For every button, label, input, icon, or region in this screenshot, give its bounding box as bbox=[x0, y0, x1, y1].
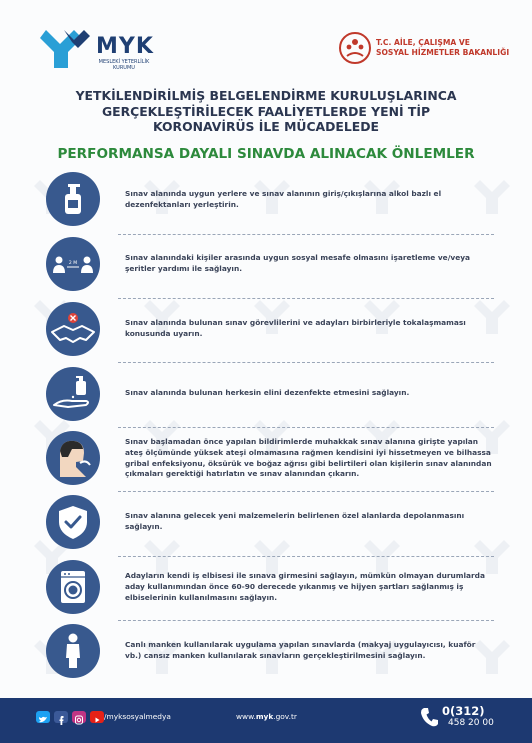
website-bold: myk bbox=[255, 712, 274, 721]
item-5-text: Sınav başlamadan önce yapılan bildirimlerde muhakkak sınav alanına girişte yapılan ateş ölçümünde yüksek ateşi olmamasına rağmen kendisini iyi hissetmeyen ve bilhassa gribal enfeksiyonu, öksürük ve boğaz ağrısı gibi belirtileri olan kişilerin sınav alanından çıkmaları gerektiği hatırlatın ve sınav alanından çıkarın. bbox=[125, 437, 492, 479]
title-line-3: KORONAVİRÜS İLE MÜCADELEDE bbox=[152, 119, 380, 134]
ministry-line-1: T.C. AİLE, ÇALIŞMA VE bbox=[376, 38, 470, 47]
social-handle[interactable]: /myksosyalmedya bbox=[104, 712, 171, 721]
website-prefix: www. bbox=[236, 712, 256, 721]
website-suffix: .gov.tr bbox=[273, 712, 297, 721]
ministry-line-2: SOSYAL HİZMETLER BAKANLIĞI bbox=[376, 48, 510, 57]
item-1-icon-circle bbox=[46, 172, 100, 226]
title-line-2: GERÇEKLEŞTİRİLECEK FAALİYETLERDE YENİ TİP bbox=[101, 103, 431, 119]
divider bbox=[118, 556, 494, 557]
myk-logo-icon bbox=[38, 26, 94, 70]
hand-sanitizer-icon bbox=[46, 172, 100, 226]
item-2-icon-circle bbox=[46, 237, 100, 291]
myk-name: MYK bbox=[96, 34, 154, 59]
divider bbox=[118, 298, 494, 299]
distance-label: 2 M bbox=[68, 261, 78, 266]
facebook-icon[interactable] bbox=[54, 711, 68, 723]
twitter-icon[interactable] bbox=[36, 711, 50, 723]
item-8-text: Canlı manken kullanılarak uygulama yapılan sınavlarda (makyaj uygulayıcısı, kuaför vb.) cansız manken kullanılarak sınavların gerçekleştirilmesini sağlayın. bbox=[125, 640, 476, 660]
divider bbox=[118, 491, 494, 492]
divider bbox=[118, 427, 494, 428]
item-1-text: Sınav alanında uygun yerlere ve sınav alanının giriş/çıkışlarına alkol bazlı el dezenfektanları yerleştirin. bbox=[125, 189, 442, 209]
item-2-text: Sınav alanındaki kişiler arasında uygun sosyal mesafe olmasını işaretleme ve/veya şeritler yardımı ile sağlayın. bbox=[125, 253, 471, 273]
item-3-icon-circle bbox=[46, 302, 100, 356]
item-4-icon-circle bbox=[46, 367, 100, 421]
youtube-icon[interactable] bbox=[90, 711, 104, 723]
instagram-icon[interactable] bbox=[72, 711, 86, 723]
divider bbox=[118, 620, 494, 621]
sick-person-icon bbox=[46, 431, 100, 485]
item-8-icon-circle bbox=[46, 624, 100, 678]
ministry-emblem-icon bbox=[338, 30, 372, 66]
phone-area-code[interactable]: 0(312) bbox=[442, 704, 485, 718]
phone-number[interactable]: 458 20 00 bbox=[448, 718, 494, 728]
item-6-text: Sınav alanına gelecek yeni malzemelerin belirlenen özel alanlarda depolanmasını sağlayın. bbox=[125, 511, 465, 531]
social-distance-icon bbox=[46, 237, 100, 291]
myk-subtitle: MESLEKİ YETERLİLİK KURUMU bbox=[98, 59, 150, 71]
washing-machine-icon bbox=[46, 560, 100, 614]
shield-check-icon bbox=[46, 495, 100, 549]
mannequin-icon bbox=[46, 624, 100, 678]
phone-icon bbox=[420, 706, 438, 728]
myk-brand bbox=[96, 36, 154, 71]
item-3-text: Sınav alanında bulunan sınav görevlilerini ve adayları birbirleriyle tokalaşmaması konusunda uyarın. bbox=[125, 318, 466, 338]
item-6-icon-circle bbox=[46, 495, 100, 549]
item-5-icon-circle bbox=[46, 431, 100, 485]
ministry-name bbox=[376, 38, 509, 58]
item-7-text: Adayların kendi iş elbisesi ile sınava girmesini sağlayın, mümkün olmayan durumlarda aday kullanımından önce 60-90 derecede yıkanmış ve hijyen şartları sağlanmış iş elbiselerinin kullanılmasını sağlayın. bbox=[125, 571, 485, 602]
no-handshake-icon bbox=[46, 302, 100, 356]
page-subtitle: PERFORMANSA DAYALI SINAVDA ALINACAK ÖNLEMLER bbox=[57, 146, 475, 162]
header bbox=[0, 0, 532, 80]
page-title bbox=[40, 88, 492, 135]
website-link[interactable] bbox=[236, 712, 297, 721]
item-4-text: Sınav alanında bulunan herkesin elini dezenfekte etmesini sağlayın. bbox=[125, 388, 410, 397]
divider bbox=[118, 362, 494, 363]
item-7-icon-circle bbox=[46, 560, 100, 614]
divider bbox=[118, 234, 494, 235]
title-line-1: YETKİLENDİRİLMİŞ BELGELENDİRME KURULUŞLARINCA bbox=[75, 88, 457, 103]
hand-disinfect-icon bbox=[46, 367, 100, 421]
